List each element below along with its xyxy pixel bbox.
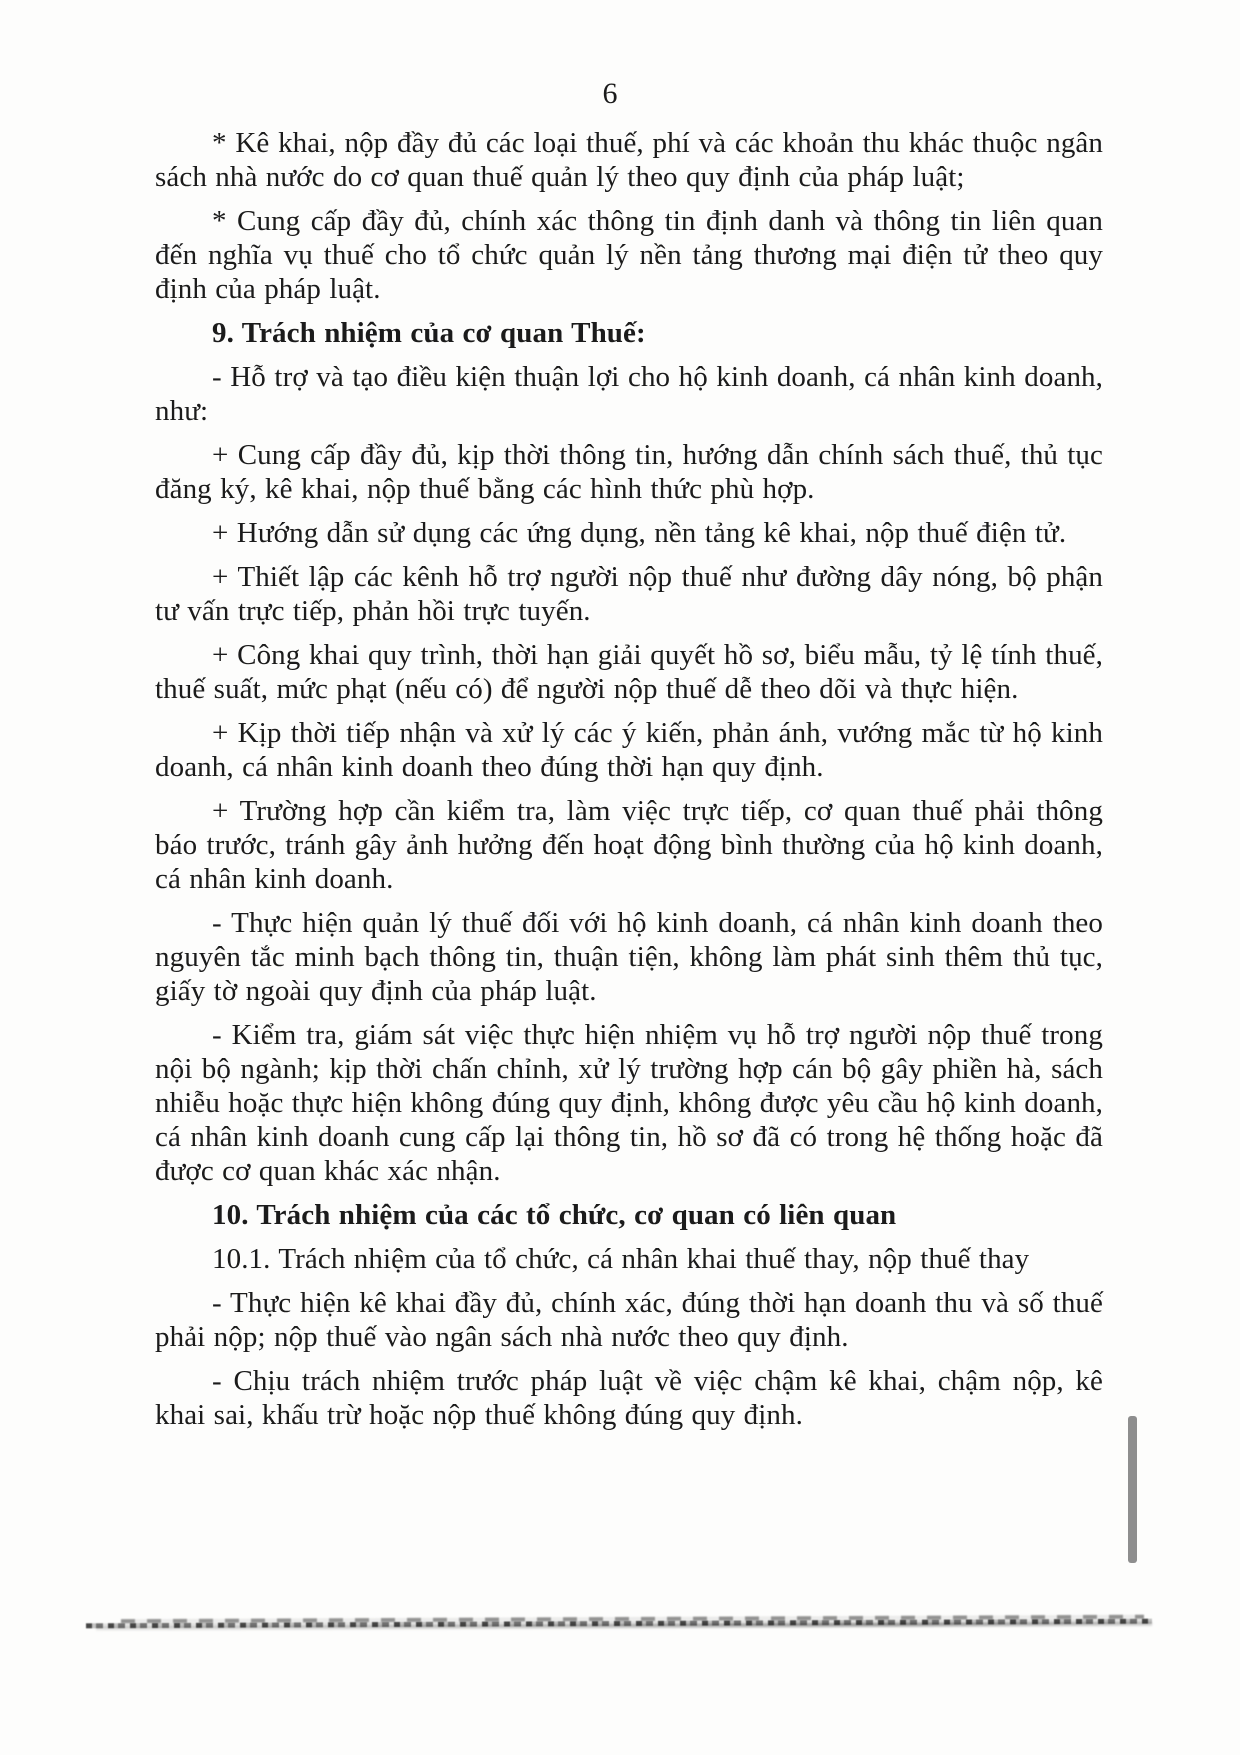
paragraph: + Trường hợp cần kiểm tra, làm việc trực tiếp, cơ quan thuế phải thông báo trước, tránh gây ảnh hưởng đến hoạt động bình thường của hộ kinh doanh, cá nhân kinh doanh. (155, 795, 1103, 895)
paragraph: - Thực hiện quản lý thuế đối với hộ kinh doanh, cá nhân kinh doanh theo nguyên tắc minh bạch thông tin, thuận tiện, không làm phát sinh thêm thủ tục, giấy tờ ngoài quy định của pháp luật. (155, 907, 1103, 1007)
paragraph: - Chịu trách nhiệm trước pháp luật về việc chậm kê khai, chậm nộp, kê khai sai, khấu trừ hoặc nộp thuế không đúng quy định. (155, 1365, 1103, 1431)
paragraph: + Cung cấp đầy đủ, kịp thời thông tin, hướng dẫn chính sách thuế, thủ tục đăng ký, kê khai, nộp thuế bằng các hình thức phù hợp. (155, 439, 1103, 505)
paragraph: - Thực hiện kê khai đầy đủ, chính xác, đúng thời hạn doanh thu và số thuế phải nộp; nộp thuế vào ngân sách nhà nước theo quy định. (155, 1287, 1103, 1353)
scan-artifact-bar (1128, 1416, 1137, 1563)
paragraph: 10.1. Trách nhiệm của tổ chức, cá nhân khai thuế thay, nộp thuế thay (212, 1243, 1030, 1275)
paragraph: - Hỗ trợ và tạo điều kiện thuận lợi cho hộ kinh doanh, cá nhân kinh doanh, như: (155, 361, 1103, 427)
paragraph: * Cung cấp đầy đủ, chính xác thông tin định danh và thông tin liên quan đến nghĩa vụ thuế cho tổ chức quản lý nền tảng thương mại điện tử theo quy định của pháp luật. (155, 205, 1103, 305)
paragraph: + Hướng dẫn sử dụng các ứng dụng, nền tảng kê khai, nộp thuế điện tử. (212, 517, 1067, 549)
paragraph: + Kịp thời tiếp nhận và xử lý các ý kiến, phản ánh, vướng mắc từ hộ kinh doanh, cá nhân kinh doanh theo đúng thời hạn quy định. (155, 717, 1103, 783)
paragraph: + Thiết lập các kênh hỗ trợ người nộp thuế như đường dây nóng, bộ phận tư vấn trực tiếp, phản hồi trực tuyến. (155, 561, 1103, 627)
page-number: 6 (602, 77, 618, 110)
section-heading: 10. Trách nhiệm của các tổ chức, cơ quan có liên quan (212, 1199, 897, 1231)
paragraph: - Kiểm tra, giám sát việc thực hiện nhiệm vụ hỗ trợ người nộp thuế trong nội bộ ngành; kịp thời chấn chỉnh, xử lý trường hợp cán bộ gây phiền hà, sách nhiễu hoặc thực hiện không đúng quy định, không được yêu cầu hộ kinh doanh, cá nhân kinh doanh cung cấp lại thông tin, hồ sơ đã có trong hệ thống hoặc đã được cơ quan khác xác nhận. (155, 1019, 1103, 1187)
paragraph: + Công khai quy trình, thời hạn giải quyết hồ sơ, biểu mẫu, tỷ lệ tính thuế, thuế suất, mức phạt (nếu có) để người nộp thuế dễ theo dõi và thực hiện. (155, 639, 1103, 705)
scan-smudge-line (86, 1611, 1152, 1634)
paragraph: * Kê khai, nộp đầy đủ các loại thuế, phí và các khoản thu khác thuộc ngân sách nhà nước do cơ quan thuế quản lý theo quy định của pháp luật; (155, 127, 1103, 193)
document-body (155, 126, 1103, 1442)
section-heading: 9. Trách nhiệm của cơ quan Thuế: (212, 317, 646, 349)
